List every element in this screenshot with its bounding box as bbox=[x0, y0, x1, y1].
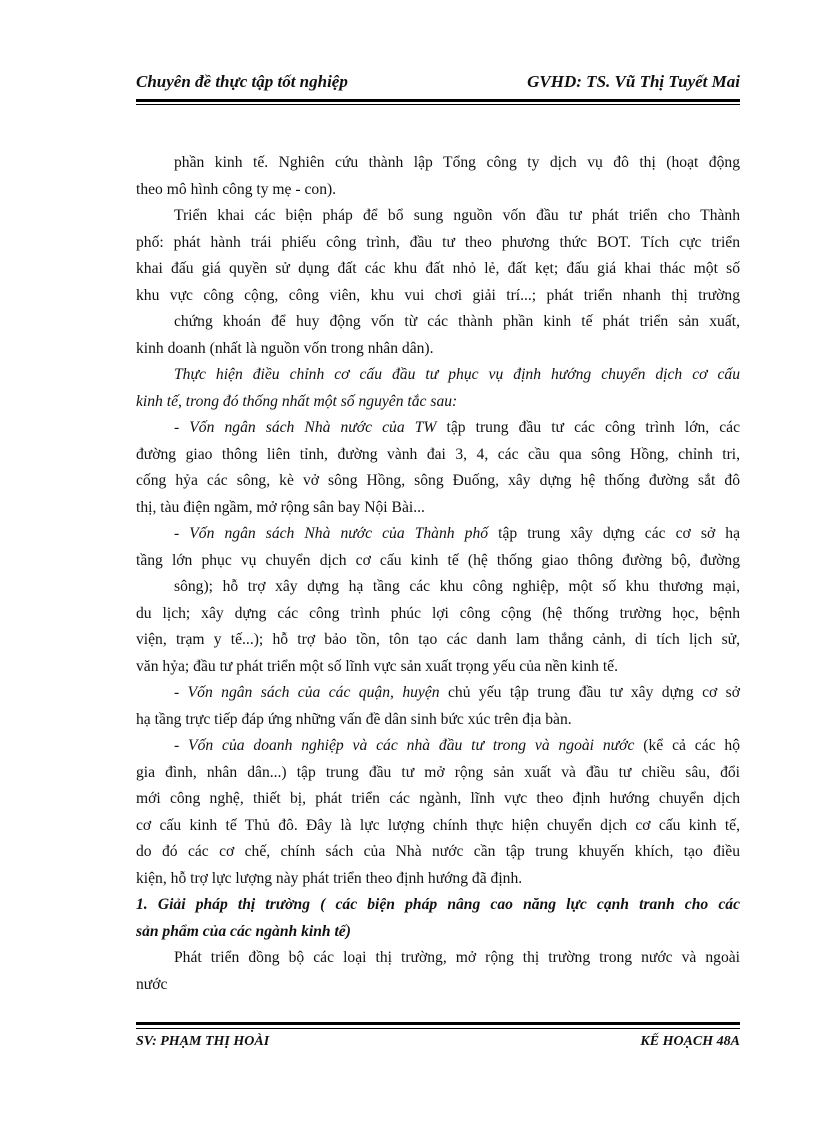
header-advisor: GVHD: TS. Vũ Thị Tuyết Mai bbox=[527, 72, 740, 91]
text-line: thị, tàu điện ngầm, mở rộng sân bay Nội Bài... bbox=[136, 498, 425, 516]
paragraph bbox=[136, 150, 740, 203]
page-footer bbox=[136, 1022, 740, 1062]
text-line: khu vực công cộng, công viên, khu vui chơi giải trí...; phát triển nhanh thị trường bbox=[136, 286, 740, 304]
paragraph bbox=[136, 733, 740, 892]
document-body bbox=[136, 150, 740, 998]
footer-class: KẾ HOẠCH 48A bbox=[640, 1034, 740, 1049]
text-emphasis: - Vốn ngân sách của các quận, huyện bbox=[174, 684, 440, 701]
text-run: chủ yếu tập trung đầu tư xây dựng cơ sở bbox=[439, 684, 740, 701]
section-heading bbox=[136, 892, 740, 945]
text-line: kiện, hỗ trợ lực lượng này phát triển theo định hướng đã định. bbox=[136, 869, 523, 887]
text-line: văn hỷa; đầu tư phát triển một số lĩnh vực sản xuất trọng yếu của nền kinh tế. bbox=[136, 657, 619, 675]
text-line bbox=[136, 733, 740, 760]
text-line: hạ tầng trực tiếp đáp ứng những vấn đề dân sinh bức xúc trên địa bàn. bbox=[136, 710, 572, 728]
header-rule-thin bbox=[136, 104, 740, 105]
footer-student: SV: PHẠM THỊ HOÀI bbox=[136, 1034, 270, 1049]
paragraph bbox=[136, 680, 740, 733]
text-emphasis: - Vốn ngân sách Nhà nước của TW bbox=[174, 419, 437, 436]
text-line bbox=[136, 415, 740, 442]
text-line: gia đình, nhân dân...) tập trung đầu tư mở rộng sản xuất và đầu tư chiều sâu, đổi bbox=[136, 763, 740, 781]
header-rule bbox=[136, 99, 740, 102]
text-line: kinh doanh (nhất là nguồn vốn trong nhân dân). bbox=[136, 339, 434, 357]
text-line: cống hỷa các sông, kè vở sông Hồng, sông Đuống, xây dựng hệ thống đường sắt đô bbox=[136, 472, 740, 489]
text-line: chứng khoán để huy động vốn từ các thành phần kinh tế phát triển sản xuất, bbox=[174, 313, 740, 330]
paragraph bbox=[136, 521, 740, 680]
text-line: du lịch; xây dựng các công trình phúc lợi công cộng (hệ thống trường học, bệnh bbox=[136, 604, 740, 622]
text-line: khai đấu giá quyền sử dụng đất các khu đất nhỏ lẻ, đất kẹt; đấu giá khai thác một số bbox=[136, 260, 740, 277]
paragraph bbox=[136, 945, 740, 998]
text-line: theo mô hình công ty mẹ - con). bbox=[136, 180, 337, 198]
text-line: cơ cấu kinh tế Thủ đô. Đây là lực lượng chính thực hiện chuyển dịch cơ cấu kinh tế, bbox=[136, 816, 740, 834]
header-course-title: Chuyên đề thực tập tốt nghiệp bbox=[136, 72, 348, 91]
text-line: 1. Giải pháp thị trường ( các biện pháp nâng cao năng lực cạnh tranh cho các bbox=[136, 896, 740, 913]
text-run: tập trung đầu tư các công trình lớn, các bbox=[436, 419, 741, 436]
text-line: viện, trạm y tế...); hỗ trợ bảo tồn, tôn tạo các danh lam thắng cảnh, di tích lịch sử, bbox=[136, 631, 740, 648]
text-line: do đó các cơ chế, chính sách của Nhà nước cần tập trung khuyến khích, tạo điều bbox=[136, 843, 740, 860]
text-line: đường giao thông liên tỉnh, đường vành đai 3, 4, các cầu qua sông Hồng, chỉnh tri, bbox=[136, 445, 740, 463]
page-header bbox=[136, 70, 740, 98]
text-line: nước bbox=[136, 975, 168, 993]
text-run: tập trung xây dựng các cơ sở hạ bbox=[488, 525, 740, 542]
footer-rule bbox=[136, 1022, 740, 1025]
text-line: Triển khai các biện pháp để bổ sung nguồn vốn đầu tư phát triển cho Thành bbox=[174, 207, 740, 224]
text-line: Thực hiện điều chỉnh cơ cấu đầu tư phục vụ định hướng chuyển dịch cơ cấu bbox=[174, 366, 740, 383]
text-line: sông); hỗ trợ xây dựng hạ tầng các khu công nghiệp, một số khu thương mại, bbox=[174, 578, 740, 595]
text-line bbox=[136, 680, 740, 707]
footer-rule-thin bbox=[136, 1028, 740, 1029]
text-line: phần kinh tế. Nghiên cứu thành lập Tổng công ty dịch vụ đô thị (hoạt động bbox=[174, 154, 740, 171]
text-line: Phát triển đồng bộ các loại thị trường, mở rộng thị trường trong nước và ngoài bbox=[174, 949, 740, 966]
text-emphasis: - Vốn ngân sách Nhà nước của Thành phố bbox=[174, 525, 489, 542]
text-line: sản phẩm của các ngành kinh tế) bbox=[136, 922, 351, 940]
text-line: phố: phát hành trái phiếu công trình, đầu tư theo phương thức BOT. Tích cực triển bbox=[136, 233, 740, 251]
text-run: (kể cả các hộ bbox=[634, 737, 740, 754]
paragraph bbox=[136, 203, 740, 362]
paragraph-italic bbox=[136, 362, 740, 415]
text-line: tầng lớn phục vụ chuyển dịch cơ cấu kinh tế (hệ thống giao thông đường bộ, đường bbox=[136, 551, 740, 569]
text-emphasis: - Vốn của doanh nghiệp và các nhà đầu tư trong và ngoài nước bbox=[174, 737, 635, 754]
paragraph bbox=[136, 415, 740, 521]
text-line: mới công nghệ, thiết bị, phát triển các ngành, lĩnh vực theo định hướng chuyển dịch bbox=[136, 790, 740, 807]
text-line: kinh tế, trong đó thống nhất một số nguyên tắc sau: bbox=[136, 392, 458, 410]
text-line bbox=[136, 521, 740, 548]
